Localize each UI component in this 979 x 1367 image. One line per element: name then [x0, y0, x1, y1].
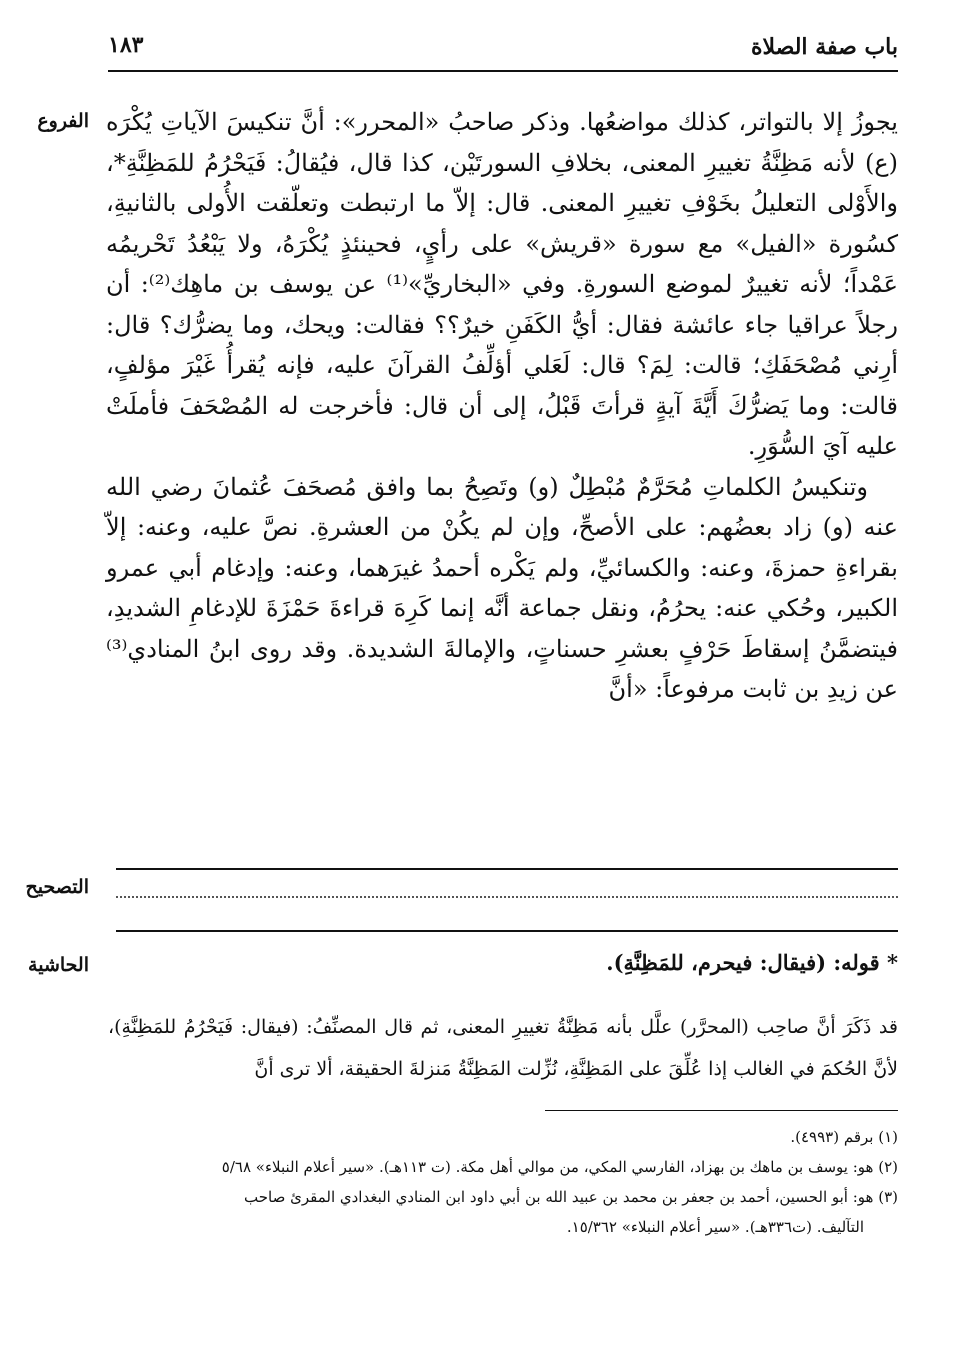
footnote-2: (٢) هو: يوسف بن ماهك بن بهزاد، الفارسي المكي، من موالي أهل مكة. (ت ١١٣هـ). «سير أعلام النبلاء» ٥/٦٨	[221, 1158, 898, 1176]
footnotes	[108, 1122, 898, 1242]
hashiya-heading: * قوله: (فيقال: فيحرم، للمَظِنَّةِ).	[606, 950, 898, 975]
footnote-1: (١) برقم (٤٩٩٣).	[790, 1128, 898, 1146]
footnote-3: (٣) هو: أبو الحسين، أحمد بن جعفر بن محمد بن عبيد الله بن أبي داود ابن المنادي البغدادي المقرئ صاحب	[244, 1188, 898, 1206]
main-text	[106, 102, 898, 710]
section-label-hashiya: الحاشية	[28, 954, 89, 976]
tashih-dotted-line	[116, 882, 898, 898]
section-divider	[116, 868, 898, 870]
main-paragraph-2: وتنكيسُ الكلماتِ مُحَرَّمٌ مُبْطِلٌ (و) وتَصِحُ بما وافق مُصحَفَ عُثمانَ رضي الله عنه (و) زاد بعضُهم: على الأصحِّ، وإن لم يكُنْ من العشرةِ. نصَّ عليه، وعنه: إلاّ بقراءةِ حمزةَ، وعنه: والكسائيِّ، ولم يَكْره أحمدُ غيرَهما، وعنه: وإدغام أبي عمرو الكبير، وحُكي عنه: يحرُمُ، ونقل جماعة أنَّه إنما كَرِهَ قراءةَ حَمْزَةَ للإدغامِ الشديدِ، فيتضمَّنُ إسقاطَ حَرْفٍ بعشرِ حسناتٍ، والإمالةَ الشديدة. وقد روى ابنُ المنادي⁽³⁾ عن زيدِ بن ثابت مرفوعاً: «أنَّ	[106, 472, 898, 703]
section-divider	[116, 930, 898, 932]
footnote-3-continued: التآليف. (ت٣٣٦هـ). «سير أعلام النبلاء» ١٥/٣٦٢.	[566, 1218, 864, 1236]
hashiya-text: قد ذَكَرَ أنَّ صاحِب (المحرَّر) علَّل بأنه مَظِنَّةُ تغييرِ المعنى، ثم قال المصنِّفُ: (فيقال: فَيَحْرُمُ للمَظِنَّةِ)، لأنَّ الحُكمَ في الغالب إذا عُلِّقَ على المَظِنَّةِ، نُزِّلت المَظِنَّةُ مَنزلةَ الحقيقة، ألا ترى أنَّ	[108, 1016, 898, 1080]
page-number: ١٨٣	[108, 32, 144, 58]
footnote-divider	[545, 1110, 898, 1111]
section-label-furu: الفروع	[37, 110, 89, 132]
chapter-title: باب صفة الصلاة	[750, 34, 898, 60]
page-header	[108, 30, 898, 72]
main-paragraph-1: يجوزُ إلا بالتواتر، كذلك مواضعُها. وذكر صاحبُ «المحرر»: أنَّ تنكيسَ الآياتِ يُكْرَه (ع) لأنه مَظِنَّةُ تغييرِ المعنى، بخلافِ السورتَيْن، كذا قال، فيُقالُ: فَيَحْرُمُ للمَظِنَّةِ*، والأَوْلى التعليلُ بخَوْفِ تغييرِ المعنى. قال: إلاّ ما ارتبطت وتعلّقت الأُولى بالثانيةِ، كسُورة «الفيل» مع سورة «قريش» على رأيٍ، فحينئذٍ يُكْرَهُ، ولا يَبْعُدُ تَحْريمُه عَمْداً؛ لأنه تغييرٌ لموضع السورةِ. وفي «البخاريِّ»⁽¹⁾ عن يوسف بن ماهِك⁽²⁾: أن رجلاً عراقيا جاء عائشة فقال: أيُّ الكَفَنِ خيرٌ؟؟ فقالت: ويحك، وما يضرُّك؟ قال: أرِني مُصْحَفَكِ؛ قالت: لِمَ؟ قال: لَعَلي أؤلِّفُ القرآنَ عليه، فإنه يُقرأُ غَيْرَ مؤلفٍ، قالت: وما يَضرُّكَ أَيَّةَ آيةٍ قرأتَ قَبْلُ، إلى أن قال: فأخرجت له المُصْحَفَ فأملَتْ عليه آيَ السُّوَرِ.	[106, 108, 899, 460]
section-label-tashih: التصحيح	[25, 876, 89, 898]
